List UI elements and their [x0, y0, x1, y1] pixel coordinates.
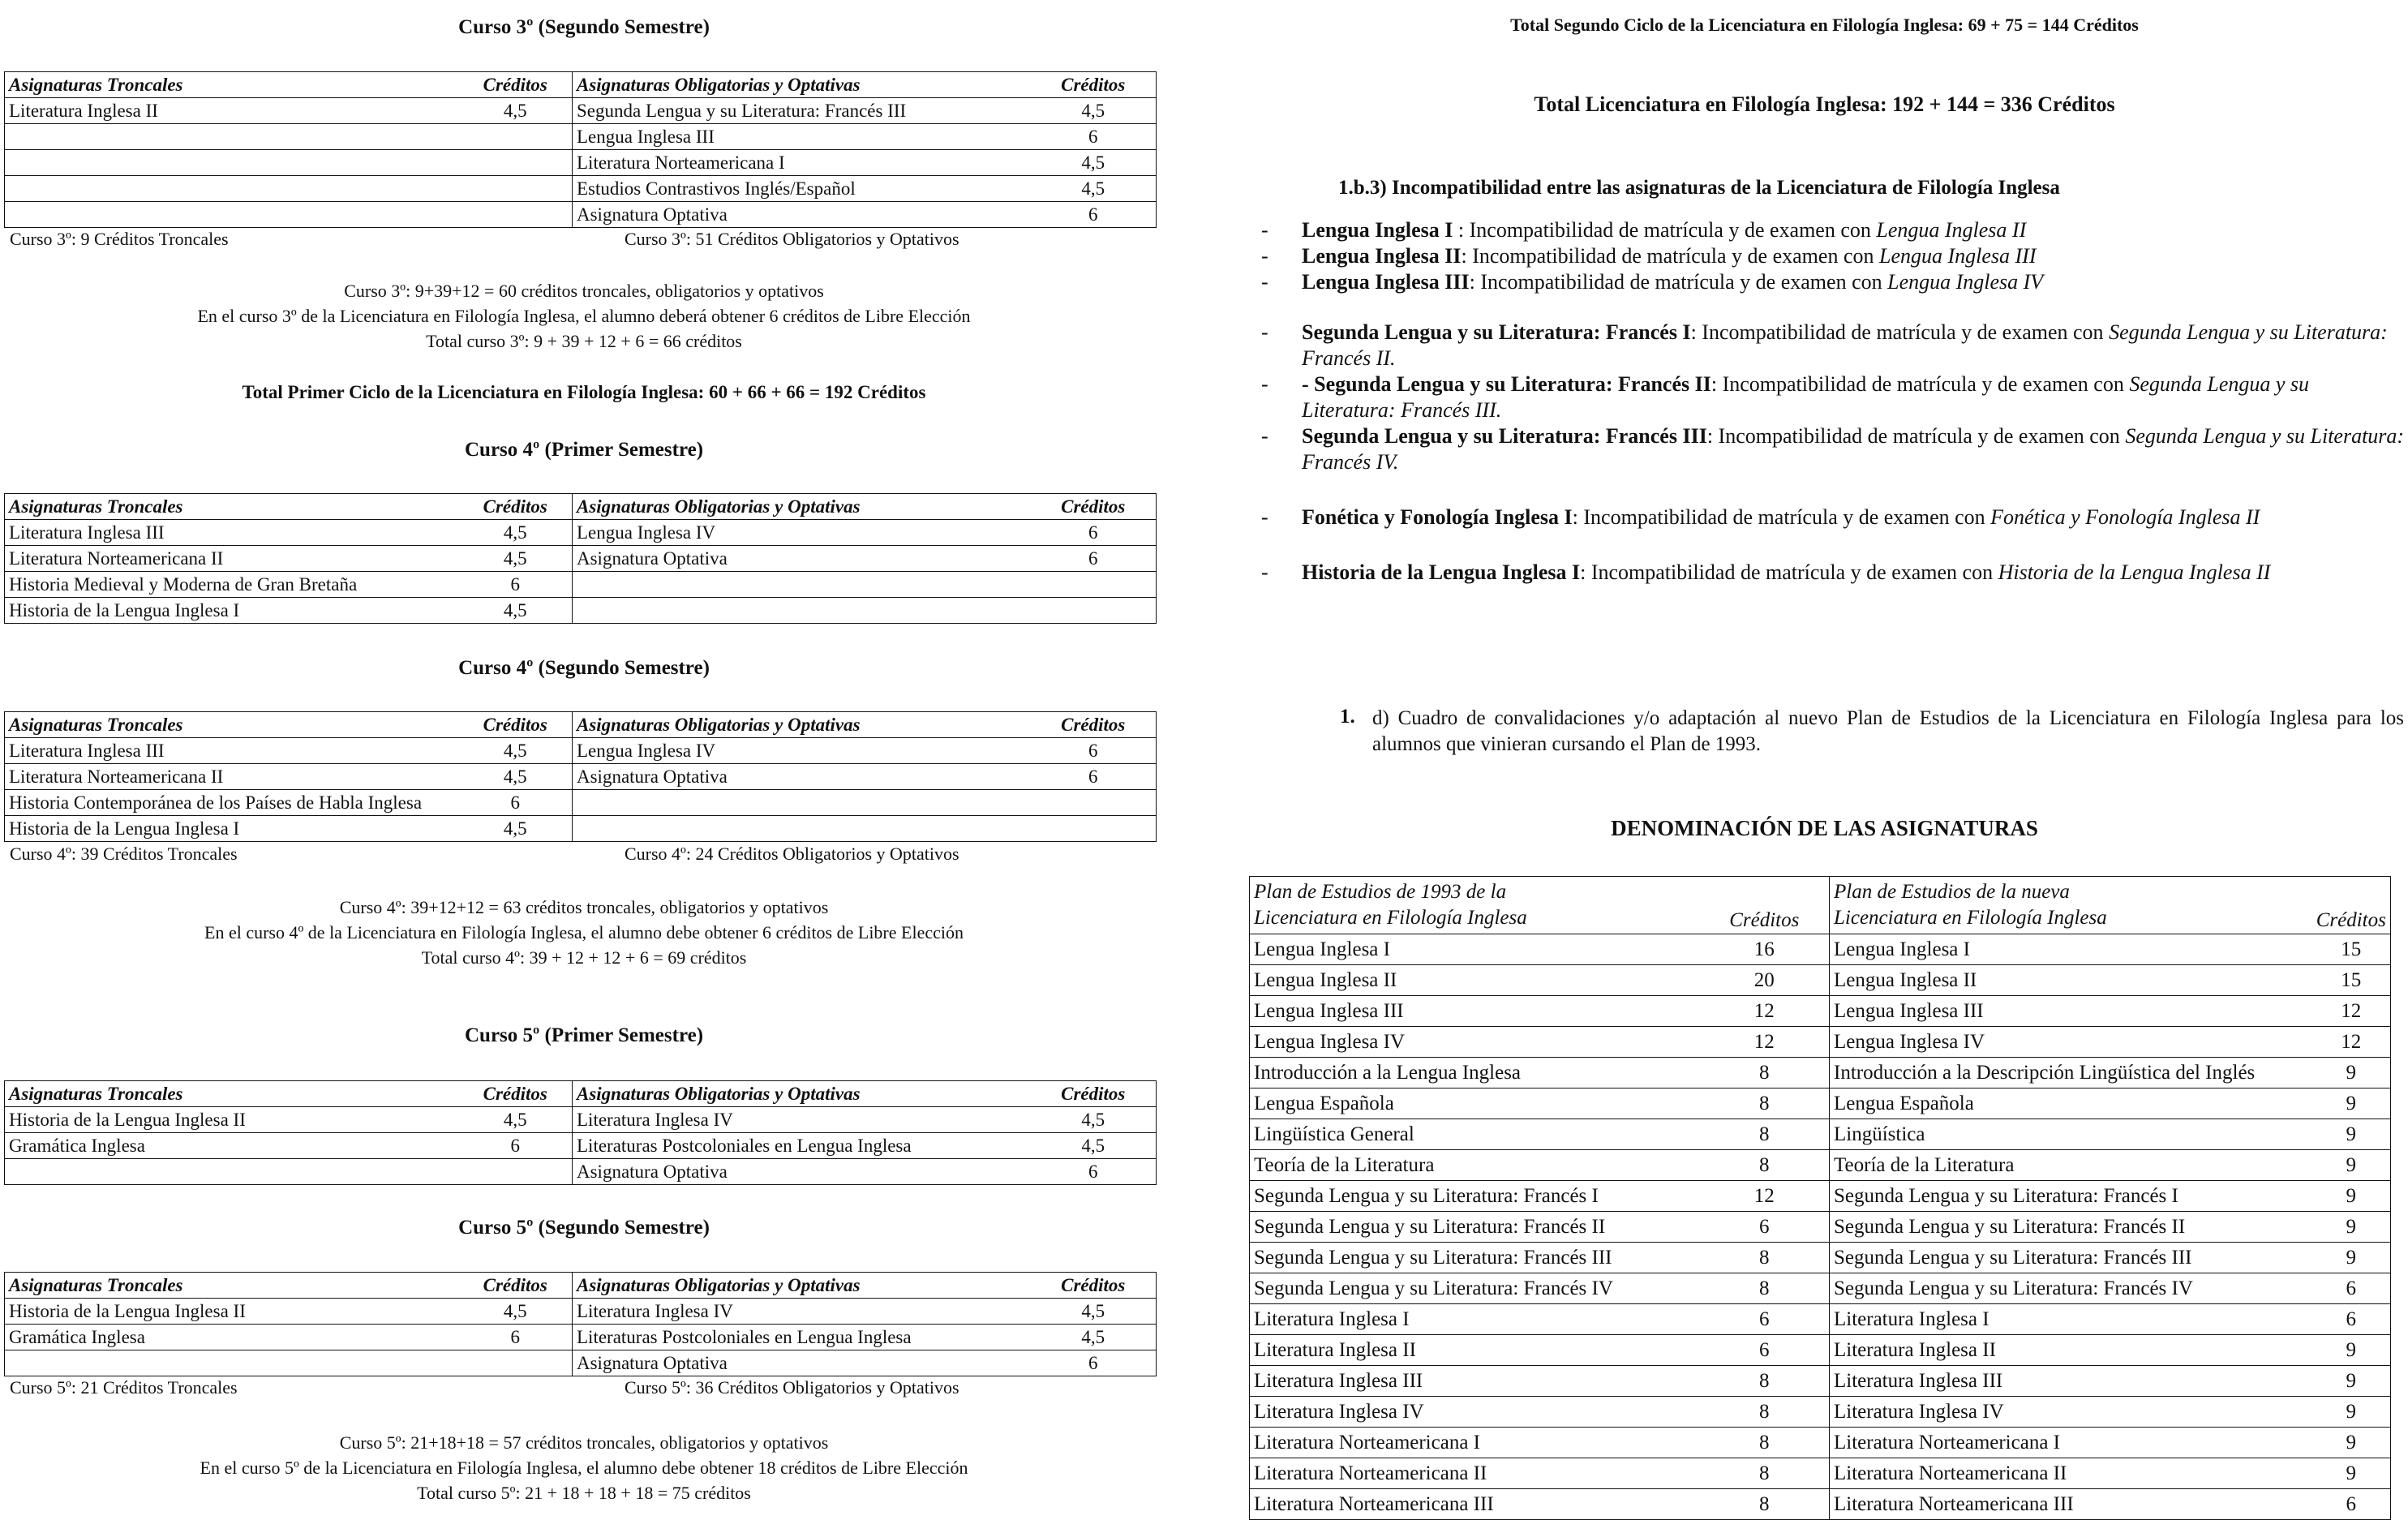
table-cell: Lengua Inglesa IV — [573, 738, 1031, 764]
course-title: Curso 4º (Segundo Semestre) — [458, 657, 710, 679]
table-cell: 15 — [2312, 934, 2391, 965]
table-row — [5, 1133, 1157, 1159]
table-cell: 8 — [1700, 1058, 1830, 1088]
course-table — [4, 1080, 1157, 1185]
table-cell: Segunda Lengua y su Literatura: Francés IV — [1250, 1273, 1700, 1304]
table-cell: Gramática Inglesa — [5, 1133, 459, 1159]
table-cell: Literatura Inglesa I — [1250, 1304, 1700, 1335]
table-cell: 6 — [1031, 202, 1157, 228]
table-cell: 6 — [459, 572, 573, 598]
course-title: Curso 3º (Segundo Semestre) — [458, 16, 710, 38]
table-row — [1250, 1181, 2391, 1212]
incompatibility-item: - Lengua Inglesa II: Incompatibilidad de matrícula y de examen con Lengua Inglesa III — [1257, 243, 2408, 269]
table-row — [1250, 1489, 2391, 1520]
table-cell — [5, 150, 459, 176]
denominacion-title: DENOMINACIÓN DE LAS ASIGNATURAS — [1611, 816, 2038, 840]
incompatibility-item: - - Segunda Lengua y su Literatura: Francés II: Incompatibilidad de matrícula y de examen con Segunda Lengua y su Literatura: Francés III. — [1257, 371, 2408, 423]
header-cell: Asignaturas Obligatorias y Optativas — [573, 494, 1031, 520]
table-cell — [459, 1350, 573, 1376]
table-row — [5, 124, 1157, 150]
table-cell: Segunda Lengua y su Literatura: Francés III — [1250, 1243, 1700, 1273]
table-cell: Literatura Inglesa I — [1830, 1304, 2312, 1335]
table-cell: 4,5 — [459, 816, 573, 842]
table-cell: Gramática Inglesa — [5, 1325, 459, 1350]
incompatibilidad-heading: 1.b.3) Incompatibilidad entre las asignaturas de la Licenciatura de Filología Inglesa — [1338, 177, 2060, 199]
table-cell: 8 — [1700, 1397, 1830, 1428]
table-cell: Lingüística General — [1250, 1119, 1700, 1150]
table-cell: Historia de la Lengua Inglesa I — [5, 598, 459, 624]
table-cell: Lengua Inglesa III — [1830, 996, 2312, 1027]
table-cell: Segunda Lengua y su Literatura: Francés III — [1830, 1243, 2312, 1273]
course-note-obligatorios: Curso 5º: 36 Créditos Obligatorios y Optativos — [625, 1377, 959, 1398]
table-row — [5, 1107, 1157, 1133]
table-cell: 8 — [1700, 1458, 1830, 1489]
course-summary-3: Total curso 4º: 39 + 12 + 12 + 6 = 69 créditos — [421, 947, 747, 968]
table-cell: Literatura Norteamericana I — [1250, 1428, 1700, 1458]
old-credits-header: Créditos — [1700, 877, 1830, 934]
table-cell: 6 — [1031, 738, 1157, 764]
table-row — [1250, 1243, 2391, 1273]
table-cell: 9 — [2312, 1458, 2391, 1489]
table-cell: Asignatura Optativa — [573, 546, 1031, 572]
incompatibility-item: - Lengua Inglesa I : Incompatibilidad de matrícula y de examen con Lengua Inglesa II — [1257, 217, 2408, 243]
table-cell: Asignatura Optativa — [573, 764, 1031, 790]
course-table — [4, 493, 1157, 624]
table-cell — [573, 598, 1031, 624]
table-cell: 4,5 — [1031, 1299, 1157, 1325]
table-cell: 6 — [459, 1325, 573, 1350]
table-row — [1250, 1366, 2391, 1397]
table-cell: 9 — [2312, 1243, 2391, 1273]
table-cell: Literatura Norteamericana III — [1250, 1489, 1700, 1520]
table-cell: Estudios Contrastivos Inglés/Español — [573, 176, 1031, 202]
table-row — [1250, 1335, 2391, 1366]
incompatibility-item: - Segunda Lengua y su Literatura: Francés I: Incompatibilidad de matrícula y de examen con Segunda Lengua y su Literatura: Francés II. — [1257, 320, 2408, 371]
table-cell: 4,5 — [1031, 1325, 1157, 1350]
table-cell: Literatura Inglesa II — [5, 98, 459, 124]
table-cell: Lengua Inglesa IV — [1830, 1027, 2312, 1058]
table-cell: Literatura Inglesa III — [5, 520, 459, 546]
table-header-row — [5, 712, 1157, 738]
table-cell — [459, 150, 573, 176]
table-cell: 8 — [1700, 1119, 1830, 1150]
course-summary-3: Total curso 3º: 9 + 39 + 12 + 6 = 66 créditos — [426, 331, 742, 351]
table-row — [1250, 1027, 2391, 1058]
total-segundo-ciclo: Total Segundo Ciclo de la Licenciatura en Filología Inglesa: 69 + 75 = 144 Créditos — [1510, 15, 2139, 35]
table-cell: 12 — [1700, 996, 1830, 1027]
table-cell: 4,5 — [1031, 1133, 1157, 1159]
item-d-number: 1. — [1340, 706, 1355, 728]
header-cell: Créditos — [1031, 1081, 1157, 1107]
table-row — [1250, 1150, 2391, 1181]
table-cell: 9 — [2312, 1212, 2391, 1243]
course-summary-2: En el curso 5º de la Licenciatura en Filología Inglesa, el alumno debe obtener 18 créditos de Libre Elección — [200, 1458, 968, 1478]
table-row — [5, 1325, 1157, 1350]
table-row — [5, 790, 1157, 816]
table-cell: 4,5 — [459, 598, 573, 624]
table-cell: Lengua Española — [1250, 1088, 1700, 1119]
incompatibility-item: - Lengua Inglesa III: Incompatibilidad de matrícula y de examen con Lengua Inglesa IV — [1257, 269, 2408, 295]
table-cell: Literatura Norteamericana II — [1830, 1458, 2312, 1489]
table-cell: 9 — [2312, 1181, 2391, 1212]
header-cell: Créditos — [1031, 72, 1157, 98]
table-row — [5, 202, 1157, 228]
table-cell: 6 — [1031, 1159, 1157, 1185]
header-cell: Asignaturas Troncales — [5, 72, 459, 98]
table-cell — [459, 176, 573, 202]
table-header-row — [5, 494, 1157, 520]
table-cell: Segunda Lengua y su Literatura: Francés II — [1250, 1212, 1700, 1243]
table-row — [1250, 1088, 2391, 1119]
table-cell: 4,5 — [459, 738, 573, 764]
table-cell: 9 — [2312, 1150, 2391, 1181]
header-cell: Créditos — [459, 1273, 573, 1299]
table-cell: Historia Medieval y Moderna de Gran Bretaña — [5, 572, 459, 598]
header-cell: Asignaturas Troncales — [5, 1081, 459, 1107]
table-cell: 6 — [1031, 764, 1157, 790]
table-cell: Teoría de la Literatura — [1250, 1150, 1700, 1181]
table-row — [5, 546, 1157, 572]
table-cell: Literatura Inglesa IV — [573, 1107, 1031, 1133]
table-cell — [459, 124, 573, 150]
table-cell: Lengua Inglesa IV — [1250, 1027, 1700, 1058]
header-cell: Créditos — [1031, 494, 1157, 520]
course-note-obligatorios: Curso 4º: 24 Créditos Obligatorios y Optativos — [625, 844, 959, 864]
table-cell: 4,5 — [1031, 176, 1157, 202]
header-cell: Asignaturas Obligatorias y Optativas — [573, 1081, 1031, 1107]
table-cell — [5, 202, 459, 228]
table-row — [1250, 1119, 2391, 1150]
new-credits-header: Créditos — [2312, 877, 2391, 934]
table-cell: 9 — [2312, 1335, 2391, 1366]
table-cell: 6 — [2312, 1304, 2391, 1335]
table-cell — [573, 572, 1031, 598]
table-cell: Segunda Lengua y su Literatura: Francés IV — [1830, 1273, 2312, 1304]
old-plan-header: Plan de Estudios de 1993 de la Licenciatura en Filología Inglesa — [1250, 877, 1700, 934]
table-header-row — [5, 72, 1157, 98]
table-cell: Teoría de la Literatura — [1830, 1150, 2312, 1181]
table-cell: Literatura Inglesa III — [1250, 1366, 1700, 1397]
header-cell: Créditos — [1031, 1273, 1157, 1299]
table-cell: Lengua Inglesa II — [1250, 965, 1700, 996]
table-cell: Literatura Inglesa III — [1830, 1366, 2312, 1397]
table-row — [1250, 1458, 2391, 1489]
table-cell: 4,5 — [459, 1107, 573, 1133]
table-cell: Historia de la Lengua Inglesa I — [5, 816, 459, 842]
course-title: Curso 5º (Primer Semestre) — [464, 1024, 704, 1046]
header-cell: Créditos — [459, 72, 573, 98]
table-cell: 8 — [1700, 1243, 1830, 1273]
course-table — [4, 71, 1157, 228]
table-cell: 8 — [1700, 1088, 1830, 1119]
table-cell: 6 — [2312, 1273, 2391, 1304]
header-cell: Asignaturas Troncales — [5, 712, 459, 738]
course-summary-1: Curso 4º: 39+12+12 = 63 créditos troncales, obligatorios y optativos — [339, 897, 829, 917]
table-cell — [459, 1159, 573, 1185]
table-cell: 9 — [2312, 1119, 2391, 1150]
header-cell: Créditos — [459, 1081, 573, 1107]
table-row — [1250, 1212, 2391, 1243]
table-cell: 6 — [1700, 1304, 1830, 1335]
course-note-troncales: Curso 4º: 39 Créditos Troncales — [10, 844, 238, 864]
table-cell — [5, 176, 459, 202]
header-cell: Asignaturas Obligatorias y Optativas — [573, 712, 1031, 738]
table-cell: Literatura Norteamericana II — [5, 764, 459, 790]
table-cell: 4,5 — [459, 520, 573, 546]
item-d-text: d) Cuadro de convalidaciones y/o adaptación al nuevo Plan de Estudios de la Licenciatura en Filología Inglesa para los alumnos que vinieran cursando el Plan de 1993. — [1372, 707, 2404, 755]
table-row — [1250, 1058, 2391, 1088]
table-row — [5, 176, 1157, 202]
table-row — [1250, 965, 2391, 996]
table-cell: 4,5 — [1031, 150, 1157, 176]
table-row — [1250, 1397, 2391, 1428]
table-cell: 16 — [1700, 934, 1830, 965]
table-cell: Literatura Norteamericana II — [5, 546, 459, 572]
table-cell: Lingüística — [1830, 1119, 2312, 1150]
table-cell: 9 — [2312, 1428, 2391, 1458]
table-cell — [573, 790, 1031, 816]
table-cell: 8 — [1700, 1273, 1830, 1304]
table-cell: Literatura Inglesa III — [5, 738, 459, 764]
table-cell — [1031, 572, 1157, 598]
table-cell: 4,5 — [459, 98, 573, 124]
course-table — [4, 1272, 1157, 1376]
table-cell: 6 — [1031, 546, 1157, 572]
table-cell: 6 — [1700, 1335, 1830, 1366]
table-cell: 8 — [1700, 1366, 1830, 1397]
table-cell: 6 — [459, 1133, 573, 1159]
table-row — [5, 98, 1157, 124]
course-summary-2: En el curso 3º de la Licenciatura en Filología Inglesa, el alumno deberá obtener 6 créditos de Libre Elección — [197, 306, 971, 326]
table-cell: 6 — [459, 790, 573, 816]
table-cell: Historia Contemporánea de los Países de Habla Inglesa — [5, 790, 459, 816]
table-cell: 8 — [1700, 1489, 1830, 1520]
table-cell: Segunda Lengua y su Literatura: Francés I — [1250, 1181, 1700, 1212]
table-cell: Literatura Norteamericana III — [1830, 1489, 2312, 1520]
table-row — [5, 1159, 1157, 1185]
table-cell: 12 — [2312, 996, 2391, 1027]
incompatibility-item: - Historia de la Lengua Inglesa I: Incompatibilidad de matrícula y de examen con Historia de la Lengua Inglesa II — [1257, 560, 2408, 586]
table-cell: 4,5 — [459, 764, 573, 790]
table-cell — [1031, 790, 1157, 816]
header-cell: Créditos — [459, 494, 573, 520]
table-cell: 4,5 — [459, 546, 573, 572]
table-cell: 6 — [1031, 124, 1157, 150]
course-summary-3: Total curso 5º: 21 + 18 + 18 + 18 = 75 créditos — [417, 1483, 751, 1503]
table-cell: Lengua Inglesa III — [573, 124, 1031, 150]
table-cell: 9 — [2312, 1366, 2391, 1397]
course-table — [4, 711, 1157, 842]
table-cell: Literatura Norteamericana I — [573, 150, 1031, 176]
table-cell: Literatura Inglesa IV — [1250, 1397, 1700, 1428]
table-cell: 6 — [2312, 1489, 2391, 1520]
table-cell: 4,5 — [459, 1299, 573, 1325]
total-licenciatura: Total Licenciatura en Filología Inglesa: 192 + 144 = 336 Créditos — [1534, 92, 2115, 116]
table-cell: Literaturas Postcoloniales en Lengua Inglesa — [573, 1325, 1031, 1350]
table-row — [5, 150, 1157, 176]
table-cell: 6 — [1700, 1212, 1830, 1243]
table-row — [5, 520, 1157, 546]
header-cell: Asignaturas Obligatorias y Optativas — [573, 72, 1031, 98]
equivalence-header-row — [1250, 877, 2391, 934]
header-cell: Asignaturas Troncales — [5, 1273, 459, 1299]
incompatibility-list — [1257, 217, 2408, 586]
table-cell: 8 — [1700, 1150, 1830, 1181]
table-cell: Segunda Lengua y su Literatura: Francés III — [573, 98, 1031, 124]
table-cell: 6 — [1031, 1350, 1157, 1376]
table-cell: 4,5 — [1031, 1107, 1157, 1133]
table-row — [5, 1299, 1157, 1325]
header-cell: Créditos — [1031, 712, 1157, 738]
equivalence-table — [1249, 876, 2391, 1520]
header-cell: Asignaturas Obligatorias y Optativas — [573, 1273, 1031, 1299]
table-row — [1250, 1428, 2391, 1458]
table-cell: Historia de la Lengua Inglesa II — [5, 1299, 459, 1325]
table-row — [5, 816, 1157, 842]
table-cell: Asignatura Optativa — [573, 1350, 1031, 1376]
table-cell: 4,5 — [1031, 98, 1157, 124]
table-cell: Lengua Inglesa IV — [573, 520, 1031, 546]
table-row — [5, 572, 1157, 598]
table-cell: Literatura Inglesa IV — [1830, 1397, 2312, 1428]
table-cell: 20 — [1700, 965, 1830, 996]
table-cell: Literaturas Postcoloniales en Lengua Inglesa — [573, 1133, 1031, 1159]
table-cell — [1031, 816, 1157, 842]
table-cell — [5, 124, 459, 150]
table-cell: Literatura Inglesa II — [1830, 1335, 2312, 1366]
course-title: Curso 5º (Segundo Semestre) — [458, 1217, 710, 1239]
incompatibility-item: - Segunda Lengua y su Literatura: Francés III: Incompatibilidad de matrícula y de examen con Segunda Lengua y su Literatura: Francés IV. — [1257, 423, 2408, 475]
table-cell: Asignatura Optativa — [573, 202, 1031, 228]
table-cell: 9 — [2312, 1397, 2391, 1428]
table-row — [5, 1350, 1157, 1376]
table-cell: Literatura Inglesa IV — [573, 1299, 1031, 1325]
table-cell: Lengua Inglesa II — [1830, 965, 2312, 996]
table-cell: Historia de la Lengua Inglesa II — [5, 1107, 459, 1133]
table-cell: Asignatura Optativa — [573, 1159, 1031, 1185]
table-row — [5, 738, 1157, 764]
table-row — [1250, 1273, 2391, 1304]
table-row — [5, 598, 1157, 624]
table-header-row — [5, 1081, 1157, 1107]
table-cell: 12 — [1700, 1027, 1830, 1058]
course-note-troncales: Curso 3º: 9 Créditos Troncales — [10, 229, 229, 249]
table-row — [1250, 996, 2391, 1027]
header-cell: Asignaturas Troncales — [5, 494, 459, 520]
course-title: Curso 4º (Primer Semestre) — [464, 439, 704, 461]
table-cell: 8 — [1700, 1428, 1830, 1458]
table-cell: 15 — [2312, 965, 2391, 996]
course-note-troncales: Curso 5º: 21 Créditos Troncales — [10, 1377, 238, 1398]
table-header-row — [5, 1273, 1157, 1299]
table-cell: 9 — [2312, 1088, 2391, 1119]
table-cell: 12 — [1700, 1181, 1830, 1212]
course-summary-2: En el curso 4º de la Licenciatura en Filología Inglesa, el alumno debe obtener 6 créditos de Libre Elección — [204, 922, 964, 942]
table-cell: Introducción a la Descripción Lingüística del Inglés — [1830, 1058, 2312, 1088]
new-plan-header: Plan de Estudios de la nueva Licenciatura en Filología Inglesa — [1830, 877, 2312, 934]
table-cell: Lengua Inglesa III — [1250, 996, 1700, 1027]
table-cell: Literatura Norteamericana I — [1830, 1428, 2312, 1458]
table-cell — [5, 1350, 459, 1376]
table-row — [5, 764, 1157, 790]
table-cell: Segunda Lengua y su Literatura: Francés II — [1830, 1212, 2312, 1243]
incompatibility-item: - Fonética y Fonología Inglesa I: Incompatibilidad de matrícula y de examen con Fonética y Fonología Inglesa II — [1257, 505, 2408, 530]
table-cell: Lengua Española — [1830, 1088, 2312, 1119]
table-cell: Literatura Norteamericana II — [1250, 1458, 1700, 1489]
course-summary-1: Curso 3º: 9+39+12 = 60 créditos troncales, obligatorios y optativos — [344, 281, 824, 301]
total-primer-ciclo: Total Primer Ciclo de la Licenciatura en Filología Inglesa: 60 + 66 + 66 = 192 Créditos — [242, 382, 926, 402]
table-cell: Literatura Inglesa II — [1250, 1335, 1700, 1366]
table-cell: Introducción a la Lengua Inglesa — [1250, 1058, 1700, 1088]
table-cell: Lengua Inglesa I — [1250, 934, 1700, 965]
course-summary-1: Curso 5º: 21+18+18 = 57 créditos troncales, obligatorios y optativos — [339, 1432, 829, 1453]
table-cell — [573, 816, 1031, 842]
table-cell: 12 — [2312, 1027, 2391, 1058]
table-cell: 6 — [1031, 520, 1157, 546]
header-cell: Créditos — [459, 712, 573, 738]
table-cell: Segunda Lengua y su Literatura: Francés I — [1830, 1181, 2312, 1212]
table-cell — [5, 1159, 459, 1185]
table-cell — [1031, 598, 1157, 624]
table-cell — [459, 202, 573, 228]
table-row — [1250, 1304, 2391, 1335]
table-cell: Lengua Inglesa I — [1830, 934, 2312, 965]
table-row — [1250, 934, 2391, 965]
table-cell: 9 — [2312, 1058, 2391, 1088]
course-note-obligatorios: Curso 3º: 51 Créditos Obligatorios y Optativos — [625, 229, 959, 249]
